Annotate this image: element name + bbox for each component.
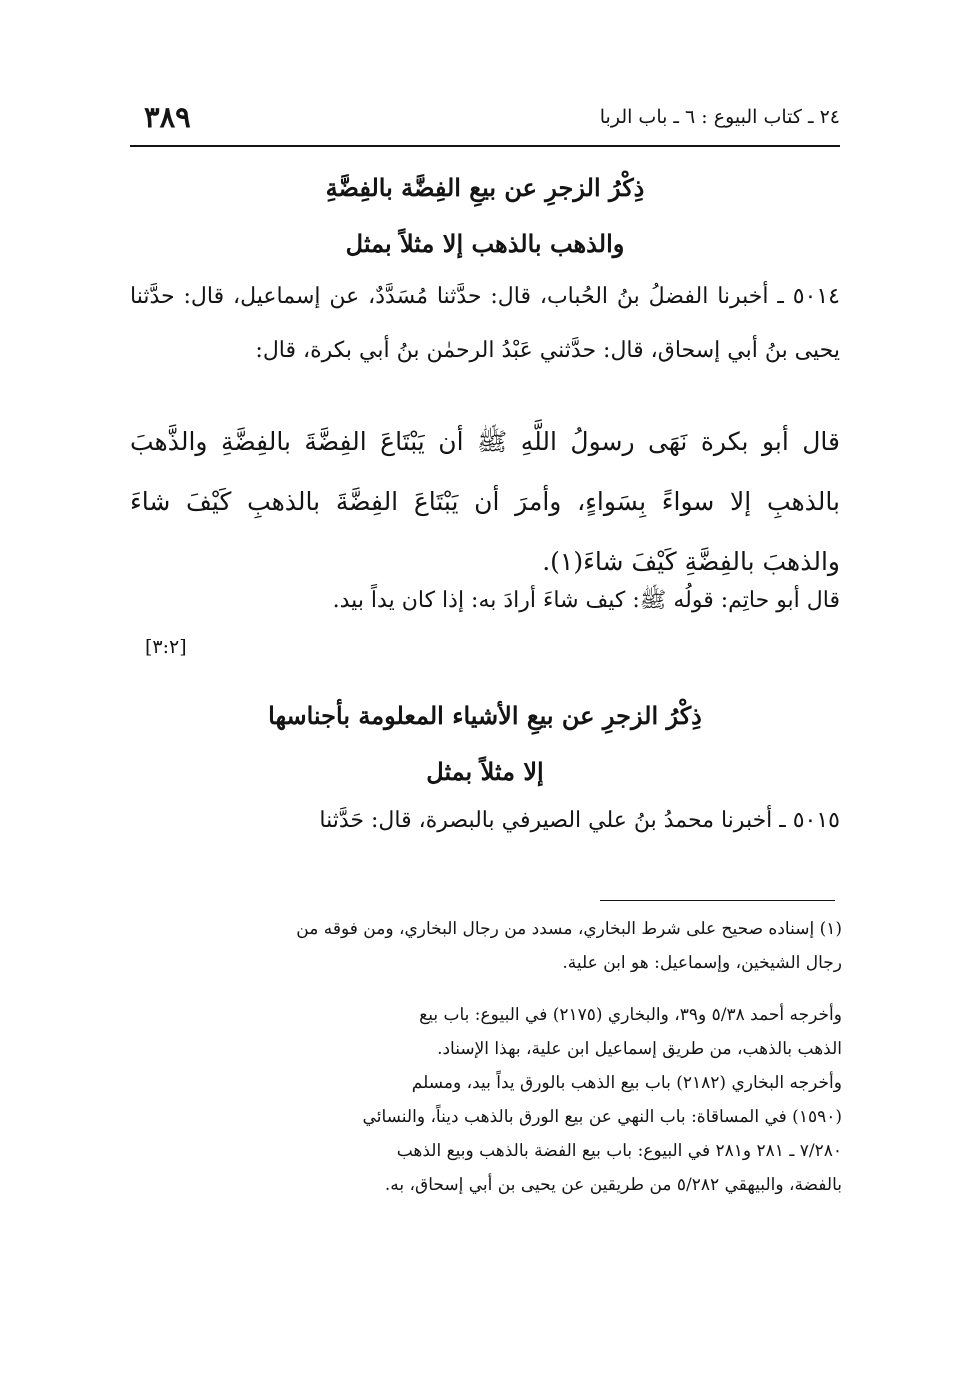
footnote-1-line: (١) إسناده صحيح على شرط البخاري، مسدد من رجال البخاري، ومن فوقه من xyxy=(296,919,842,939)
footnote-para-3-line: وأخرجه البخاري (٢١٨٢) باب بيع الذهب بالورق يداً بيد، ومسلم xyxy=(411,1073,842,1093)
heading-line: إلا مثلاً بمثل xyxy=(426,757,544,786)
isnad-5014: ٥٠١٤ ـ أخبرنا الفضلُ بنُ الحُباب، قال: حدَّثنا مُسَدَّدٌ، عن إسماعيل، قال: حدَّثنا يحيى بنُ أبي إسحاق، قال: حدَّثني عَبْدُ الرحمٰن بنُ أبي بكرة، قال: xyxy=(130,284,840,363)
page-number: ٣٨٩ xyxy=(144,100,191,134)
section-heading-2 xyxy=(130,688,840,800)
footnote-para-3-line: (١٥٩٠) في المساقاة: باب النهي عن بيع الورق بالذهب ديناً، والنسائي xyxy=(362,1107,842,1127)
heading-line: ذِكْرُ الزجرِ عن بيعِ الأشياء المعلومة بأجناسها xyxy=(268,701,702,730)
header-rule xyxy=(130,145,840,147)
footnote-para-3-line: بالفضة، والبيهقي ٥/٢٨٢ من طريقين عن يحيى بن أبي إسحاق، به. xyxy=(384,1175,842,1195)
heading-line: والذهب بالذهب إلا مثلاً بمثل xyxy=(345,229,625,258)
footnote-para-3-line: ٧/٢٨٠ ـ ٢٨١ و٢٨١ في البيوع: باب بيع الفضة بالذهب وبيع الذهب xyxy=(396,1141,842,1161)
abu-hatim-comment: قال أبو حاتِم: قولُه ﷺ: كيف شاءَ أرادَ به: إذا كان يداً بيد. xyxy=(332,588,840,613)
heading-line: ذِكْرُ الزجرِ عن بيعِ الفِضَّة بالفِضَّةِ xyxy=(325,173,645,202)
footnotes xyxy=(130,912,842,1202)
hadith-reference: [٣:٢] xyxy=(145,636,187,658)
isnad-5015: ٥٠١٥ ـ أخبرنا محمدُ بنُ علي الصيرفي بالبصرة، قال: حَدَّثنا xyxy=(319,808,840,833)
section-heading-1 xyxy=(130,160,840,272)
running-title: ٢٤ ـ كتاب البيوع : ٦ ـ باب الربا xyxy=(599,106,840,128)
footnote-para-2-line: الذهب بالذهب، من طريق إسماعيل ابن علية، بهذا الإسناد. xyxy=(437,1039,842,1059)
footnote-rule xyxy=(600,900,835,901)
running-header xyxy=(130,98,840,148)
footnote-1-line: رجال الشيخين، وإسماعيل: هو ابن علية. xyxy=(562,953,842,973)
hadith-text-5014: قال أبو بكرة نَهَى رسولُ اللَّهِ ﷺ أن يَبْتَاعَ الفِضَّةَ بالفِضَّةِ والذَّهبَ بالذهبِ إلا سواءً بِسَواءٍ، وأمرَ أن يَبْتَاعَ الفِضَّةَ بالذهبِ كَيْفَ شاءَ والذهبَ بالفِضَّةِ كَيْفَ شاءَ(١). xyxy=(130,427,840,576)
footnote-para-2-line: وأخرجه أحمد ٥/٣٨ و٣٩، والبخاري (٢١٧٥) في البيوع: باب بيع xyxy=(419,1005,842,1025)
